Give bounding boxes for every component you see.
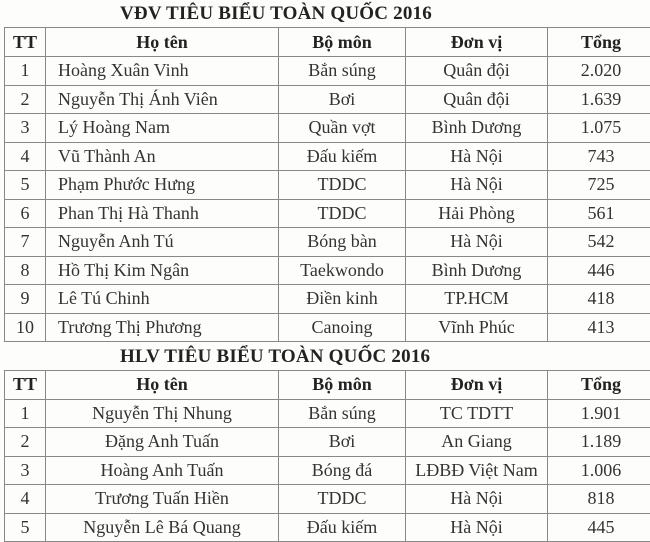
cell-total: 418 (548, 285, 650, 314)
cell-tt: 4 (5, 485, 46, 514)
cell-unit: Quân đội (406, 85, 548, 114)
header-tt: TT (5, 28, 46, 57)
cell-unit: Vĩnh Phúc (406, 313, 548, 342)
cell-name: Vũ Thành An (46, 142, 279, 171)
cell-total: 1.639 (548, 85, 650, 114)
athletes-table (4, 27, 650, 342)
cell-unit: Hà Nội (406, 485, 548, 514)
table-row (5, 57, 650, 86)
table-row (5, 256, 650, 285)
cell-total: 542 (548, 228, 650, 257)
cell-total: 1.901 (548, 399, 650, 428)
cell-unit: Bình Dương (406, 256, 548, 285)
cell-sport: Đấu kiếm (279, 142, 406, 171)
header-name: Họ tên (46, 28, 279, 57)
cell-unit: An Giang (406, 428, 548, 457)
cell-sport: Bơi (279, 428, 406, 457)
cell-total: 1.006 (548, 456, 650, 485)
header-name: Họ tên (46, 371, 279, 400)
cell-total: 818 (548, 485, 650, 514)
cell-name: Trương Tuấn Hiền (46, 485, 279, 514)
cell-tt: 4 (5, 142, 46, 171)
cell-sport: Đấu kiếm (279, 513, 406, 542)
cell-name: Nguyễn Anh Tú (46, 228, 279, 257)
header-total: Tổng (548, 28, 650, 57)
cell-total: 743 (548, 142, 650, 171)
header-total: Tổng (548, 371, 650, 400)
cell-tt: 8 (5, 256, 46, 285)
cell-name: Lê Tú Chinh (46, 285, 279, 314)
cell-sport: Quần vợt (279, 114, 406, 143)
table-row (5, 114, 650, 143)
coaches-table (4, 370, 650, 542)
cell-tt: 10 (5, 313, 46, 342)
cell-tt: 1 (5, 399, 46, 428)
table-row (5, 85, 650, 114)
header-sport: Bộ môn (279, 371, 406, 400)
cell-total: 1.189 (548, 428, 650, 457)
table-row (5, 428, 650, 457)
cell-name: Đặng Anh Tuấn (46, 428, 279, 457)
table-row (5, 142, 650, 171)
cell-unit: Hà Nội (406, 171, 548, 200)
table-row (5, 313, 650, 342)
table-row (5, 456, 650, 485)
cell-total: 2.020 (548, 57, 650, 86)
header-row (5, 28, 650, 57)
cell-tt: 7 (5, 228, 46, 257)
cell-tt: 3 (5, 114, 46, 143)
table-row (5, 285, 650, 314)
cell-tt: 9 (5, 285, 46, 314)
cell-tt: 1 (5, 57, 46, 86)
athletes-title: VĐV TIÊU BIỂU TOÀN QUỐC 2016 (0, 0, 650, 27)
cell-name: Trương Thị Phương (46, 313, 279, 342)
header-unit: Đơn vị (406, 371, 548, 400)
cell-name: Nguyễn Thị Ánh Viên (46, 85, 279, 114)
header-sport: Bộ môn (279, 28, 406, 57)
table-row (5, 228, 650, 257)
cell-unit: Bình Dương (406, 114, 548, 143)
cell-sport: Bắn súng (279, 57, 406, 86)
cell-unit: Quân đội (406, 57, 548, 86)
cell-tt: 5 (5, 513, 46, 542)
cell-total: 1.075 (548, 114, 650, 143)
cell-total: 725 (548, 171, 650, 200)
cell-total: 413 (548, 313, 650, 342)
cell-unit: TP.HCM (406, 285, 548, 314)
cell-tt: 5 (5, 171, 46, 200)
cell-unit: LĐBĐ Việt Nam (406, 456, 548, 485)
table-row (5, 171, 650, 200)
cell-total: 445 (548, 513, 650, 542)
cell-unit: Hà Nội (406, 142, 548, 171)
cell-sport: Bóng bàn (279, 228, 406, 257)
header-row (5, 371, 650, 400)
cell-total: 446 (548, 256, 650, 285)
cell-total: 561 (548, 199, 650, 228)
cell-unit: Hà Nội (406, 228, 548, 257)
table-row (5, 399, 650, 428)
cell-name: Lý Hoàng Nam (46, 114, 279, 143)
header-tt: TT (5, 371, 46, 400)
cell-sport: TDDC (279, 171, 406, 200)
cell-name: Nguyễn Thị Nhung (46, 399, 279, 428)
table-row (5, 485, 650, 514)
cell-sport: TDDC (279, 199, 406, 228)
cell-sport: Canoing (279, 313, 406, 342)
cell-tt: 2 (5, 85, 46, 114)
cell-name: Phạm Phước Hưng (46, 171, 279, 200)
cell-unit: Hà Nội (406, 513, 548, 542)
table-row (5, 199, 650, 228)
cell-tt: 6 (5, 199, 46, 228)
cell-unit: TC TDTT (406, 399, 548, 428)
coaches-title: HLV TIÊU BIỂU TOÀN QUỐC 2016 (0, 342, 650, 370)
cell-sport: Bơi (279, 85, 406, 114)
cell-name: Phan Thị Hà Thanh (46, 199, 279, 228)
cell-name: Hoàng Anh Tuấn (46, 456, 279, 485)
table-row (5, 513, 650, 542)
cell-tt: 2 (5, 428, 46, 457)
cell-sport: Bóng đá (279, 456, 406, 485)
cell-name: Hoàng Xuân Vinh (46, 57, 279, 86)
cell-sport: TDDC (279, 485, 406, 514)
cell-name: Hồ Thị Kim Ngân (46, 256, 279, 285)
cell-sport: Bắn súng (279, 399, 406, 428)
header-unit: Đơn vị (406, 28, 548, 57)
cell-name: Nguyễn Lê Bá Quang (46, 513, 279, 542)
cell-sport: Taekwondo (279, 256, 406, 285)
cell-unit: Hải Phòng (406, 199, 548, 228)
cell-sport: Điền kinh (279, 285, 406, 314)
cell-tt: 3 (5, 456, 46, 485)
